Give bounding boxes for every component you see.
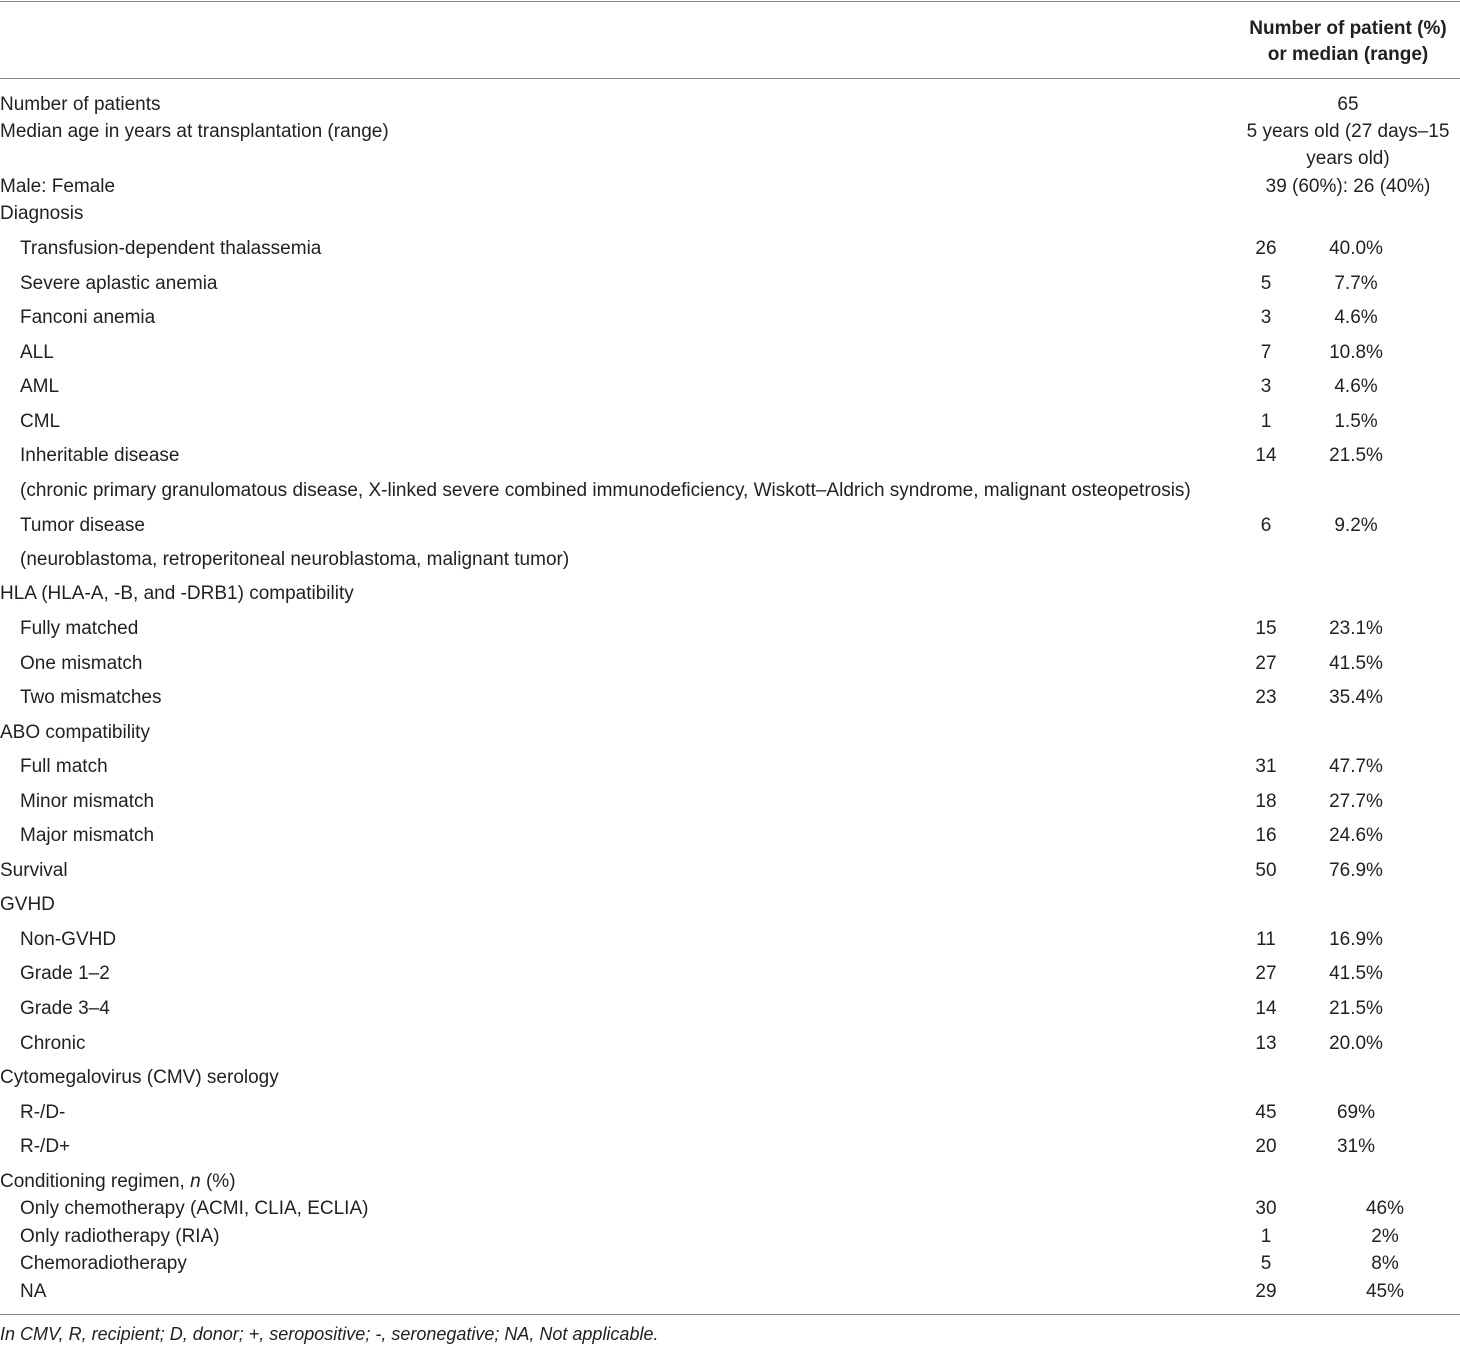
table-row-label: R-/D+ <box>20 1136 71 1157</box>
patients-label: Number of patients <box>0 94 161 115</box>
table-row-label: Chemoradiotherapy <box>20 1253 187 1274</box>
table-row-label: Fanconi anemia <box>20 307 156 328</box>
table-row-percent: 23.1% <box>1329 618 1383 639</box>
age-value: 5 years old (27 days–15 years old) <box>1246 121 1450 169</box>
table-row-count: 23 <box>1255 687 1277 708</box>
table-row-percent: 40.0% <box>1329 238 1383 259</box>
survival-label: Survival <box>0 860 68 881</box>
table-row-percent: 8% <box>1371 1253 1399 1274</box>
table-row-count: 20 <box>1255 1136 1277 1157</box>
table-row-count: 14 <box>1255 445 1277 466</box>
table-row-count: 5 <box>1260 1253 1272 1274</box>
table-row-label: Transfusion-dependent thalassemia <box>20 238 322 259</box>
header-rule <box>0 78 1460 79</box>
conditioning-title-prefix: Conditioning regimen, <box>0 1171 191 1192</box>
age-label: Median age in years at transplantation (range) <box>0 121 389 142</box>
table-row-percent: 24.6% <box>1329 825 1383 846</box>
table-row-count: 45 <box>1255 1102 1277 1123</box>
patients-value: 65 <box>1337 94 1359 115</box>
conditioning-title <box>0 1168 236 1195</box>
table-row-count: 11 <box>1256 929 1276 950</box>
table-row-label: Grade 3–4 <box>20 998 110 1019</box>
gvhd-title: GVHD <box>0 894 55 915</box>
table-row-count: 27 <box>1255 963 1277 984</box>
top-rule <box>0 1 1460 2</box>
table-row-count: 14 <box>1255 998 1277 1019</box>
table-row-count: 29 <box>1255 1281 1277 1302</box>
column-header-line-2: or median (range) <box>1267 44 1429 65</box>
survival-count: 50 <box>1255 860 1277 881</box>
sex-label: Male: Female <box>0 176 116 197</box>
table-row-percent: 21.5% <box>1329 998 1383 1019</box>
table-row-count: 1 <box>1260 411 1272 432</box>
table-row-label: Tumor disease <box>20 515 145 536</box>
sex-value: 39 (60%): 26 (40%) <box>1265 176 1431 197</box>
table-row-label: Full match <box>20 756 108 777</box>
table-row-label: Major mismatch <box>20 825 155 846</box>
table-row-count: 1 <box>1260 1226 1272 1247</box>
bottom-rule <box>0 1314 1460 1315</box>
column-header-line-1: Number of patient (%) <box>1249 18 1447 39</box>
column-header <box>1240 16 1456 68</box>
hla-title: HLA (HLA-A, -B, and -DRB1) compatibility <box>0 583 354 604</box>
table-row-percent: 27.7% <box>1329 791 1383 812</box>
conditioning-title-n: n <box>190 1171 201 1192</box>
table-row-percent: 41.5% <box>1329 653 1383 674</box>
table-row-count: 3 <box>1260 307 1272 328</box>
table-row-label: Inheritable disease <box>20 445 180 466</box>
table-row-percent: 7.7% <box>1334 273 1378 294</box>
table-row-label: Two mismatches <box>20 687 162 708</box>
table-row-count: 3 <box>1260 376 1272 397</box>
table-row-label: Grade 1–2 <box>20 963 110 984</box>
table-row-percent: 47.7% <box>1329 756 1383 777</box>
table-row-count: 7 <box>1260 342 1272 363</box>
table-row-label: Only radiotherapy (RIA) <box>20 1226 220 1247</box>
table-row-label: One mismatch <box>20 653 143 674</box>
table-row-label: Chronic <box>20 1033 86 1054</box>
table-row-percent: 2% <box>1371 1226 1399 1247</box>
cmv-title: Cytomegalovirus (CMV) serology <box>0 1067 279 1088</box>
table-row-label: Fully matched <box>20 618 139 639</box>
table-row-label: NA <box>20 1281 47 1302</box>
tumor-disease-note: (neuroblastoma, retroperitoneal neuroblastoma, malignant tumor) <box>20 549 570 570</box>
survival-percent: 76.9% <box>1329 860 1383 881</box>
table-row-percent: 4.6% <box>1334 307 1378 328</box>
table-row-percent: 35.4% <box>1329 687 1383 708</box>
table-row-percent: 16.9% <box>1329 929 1383 950</box>
inheritable-disease-note: (chronic primary granulomatous disease, X-linked severe combined immunodeficiency, Wiskott–Aldrich syndrome, malignant osteopetrosis) <box>20 480 1191 501</box>
table-row-label: Severe aplastic anemia <box>20 273 218 294</box>
table-row-count: 27 <box>1255 653 1277 674</box>
table-row-count: 6 <box>1260 515 1272 536</box>
table-row-count: 18 <box>1255 791 1277 812</box>
table-row-percent: 31% <box>1336 1136 1376 1157</box>
table-row-count: 30 <box>1255 1198 1277 1219</box>
table-row-count: 15 <box>1255 618 1277 639</box>
abo-title: ABO compatibility <box>0 722 150 743</box>
table-row-label: Non-GVHD <box>20 929 117 950</box>
table-row-label: R-/D- <box>20 1102 66 1123</box>
table-row-label: Only chemotherapy (ACMI, CLIA, ECLIA) <box>20 1198 369 1219</box>
table-row-label: CML <box>20 411 61 432</box>
table-row-count: 31 <box>1255 756 1277 777</box>
table-row-percent: 21.5% <box>1329 445 1383 466</box>
table-row-percent: 45% <box>1365 1281 1405 1302</box>
table-row-count: 26 <box>1255 238 1277 259</box>
table-row-percent: 46% <box>1365 1198 1405 1219</box>
table-row-label: AML <box>20 376 60 397</box>
table-row-label: Minor mismatch <box>20 791 155 812</box>
table-row-count: 13 <box>1255 1033 1277 1054</box>
table-row-percent: 41.5% <box>1329 963 1383 984</box>
diagnosis-title: Diagnosis <box>0 203 84 224</box>
table-row-percent: 10.8% <box>1329 342 1383 363</box>
table-row-percent: 20.0% <box>1329 1033 1383 1054</box>
table-footnote: In CMV, R, recipient; D, donor; +, seropositive; -, seronegative; NA, Not applicable. <box>0 1324 659 1344</box>
table-row-percent: 4.6% <box>1334 376 1378 397</box>
table-row-count: 5 <box>1260 273 1272 294</box>
table-row-percent: 69% <box>1336 1102 1376 1123</box>
table-row-percent: 9.2% <box>1334 515 1378 536</box>
conditioning-title-suffix: (%) <box>200 1171 236 1192</box>
table-row-count: 16 <box>1255 825 1277 846</box>
table-row-percent: 1.5% <box>1334 411 1378 432</box>
table-row-label: ALL <box>20 342 54 363</box>
